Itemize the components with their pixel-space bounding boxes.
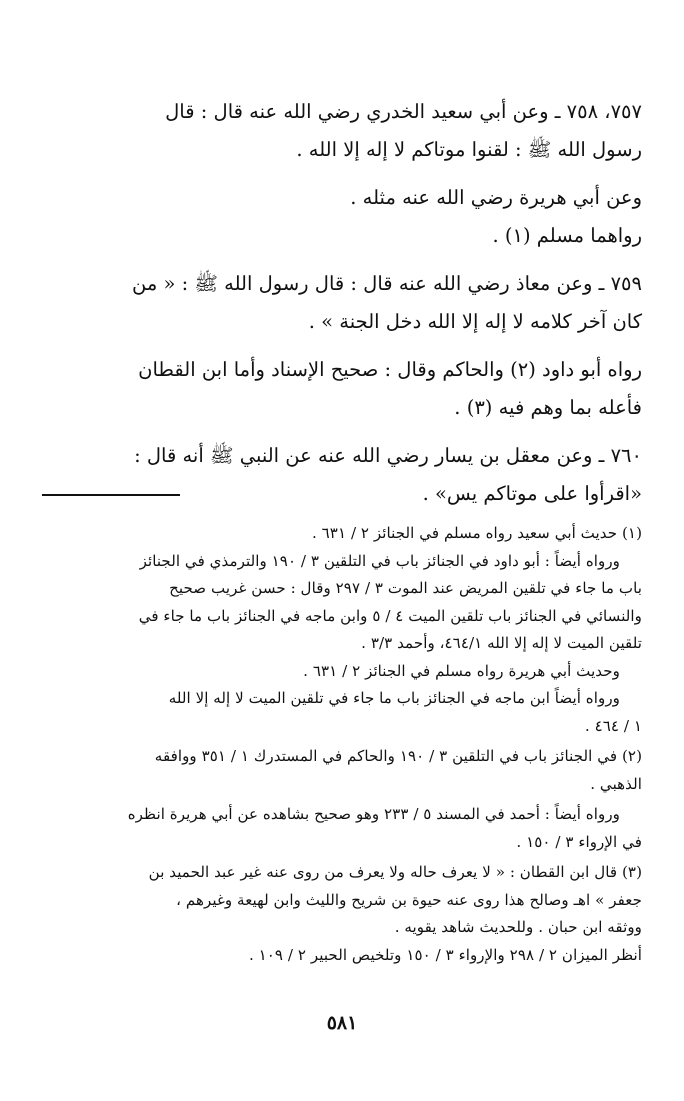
footnote-line: جعفر » اهـ وصالح هذا روى عنه حيوة بن شريح والليث وابن لهيعة وغيرهم ، (176, 890, 642, 909)
footnote-line: (٣) قال ابن القطان : « لا يعرف حاله ولا يعرف من روى عنه غير عبد الحميد بن (148, 863, 642, 881)
footnote-line: ووثقه ابن حبان . وللحديث شاهد يقويه . (394, 918, 642, 936)
footnote-line: ورواه أيضاً : أبو داود في الجنائز باب في التلقين ٣ / ١٩٠ والترمذي في الجنائز (139, 551, 620, 570)
text-line: ٧٥٧، ٧٥٨ ـ وعن أبي سعيد الخدري رضي الله عنه قال : قال (165, 100, 642, 123)
text-line: رسول الله ﷺ : لقنوا موتاكم لا إله إلا الله . (296, 138, 642, 161)
footnote-line: أنظر الميزان ٢ / ٢٩٨ والإرواء ٣ / ١٥٠ وتلخيص الحبير ٢ / ١٠٩ . (248, 945, 642, 964)
text-line: ٧٦٠ ـ وعن معقل بن يسار رضي الله عنه عن النبي ﷺ أنه قال : (134, 444, 642, 467)
text-line: ٧٥٩ ـ وعن معاذ رضي الله عنه قال : قال رسول الله ﷺ : « من (131, 272, 642, 295)
footnote-line: باب ما جاء في تلقين المريض عند الموت ٣ / ٢٩٧ وقال : حسن غريب صحيح (169, 579, 642, 597)
text-line: كان آخر كلامه لا إله إلا الله دخل الجنة » . (308, 310, 642, 333)
main-text (44, 93, 642, 513)
footnote-separator (42, 494, 180, 496)
footnote-line: (٢) في الجنائز باب في التلقين ٣ / ١٩٠ والحاكم في المستدرك ١ / ٣٥١ ووافقه (154, 747, 642, 765)
footnote-line: وحديث أبي هريرة رواه مسلم في الجنائز ٢ / ٦٣١ . (303, 661, 620, 680)
footnote-line: ورواه أيضاً ابن ماجه في الجنائز باب ما جاء في تلقين الميت لا إله إلا الله (168, 689, 620, 707)
page-number: ٥٨١ (326, 1012, 358, 1034)
footnote-line: (١) حديث أبي سعيد رواه مسلم في الجنائز ٢ / ٦٣١ . (311, 524, 642, 542)
footnotes (44, 520, 642, 969)
footnote-line: والنسائي في الجنائز باب تلقين الميت ٤ / ٥ وابن ماجه في الجنائز باب ما جاء في (138, 606, 642, 625)
text-line: «اقرأوا على موتاكم يس» . (422, 482, 642, 505)
footnote-line: ١ / ٤٦٤ . (584, 716, 642, 735)
footnote-line: تلقين الميت لا إله إلا الله ٤٦٤/١، وأحمد ٣/٣ . (361, 634, 642, 652)
text-line: رواه أبو داود (٢) والحاكم وقال : صحيح الإسناد وأما ابن القطان (138, 358, 642, 381)
text-line: فأعله بما وهم فيه (٣) . (454, 396, 642, 419)
text-line: وعن أبي هريرة رضي الله عنه مثله . (350, 186, 642, 209)
footnote-line: الذهبي . (590, 774, 642, 793)
footnote-line: ورواه أيضاً : أحمد في المسند ٥ / ٢٣٣ وهو صحيح بشاهده عن أبي هريرة انظره (127, 805, 620, 823)
footnote-line: في الإرواء ٣ / ١٥٠ . (516, 832, 642, 851)
text-line: رواهما مسلم (١) . (492, 224, 642, 247)
